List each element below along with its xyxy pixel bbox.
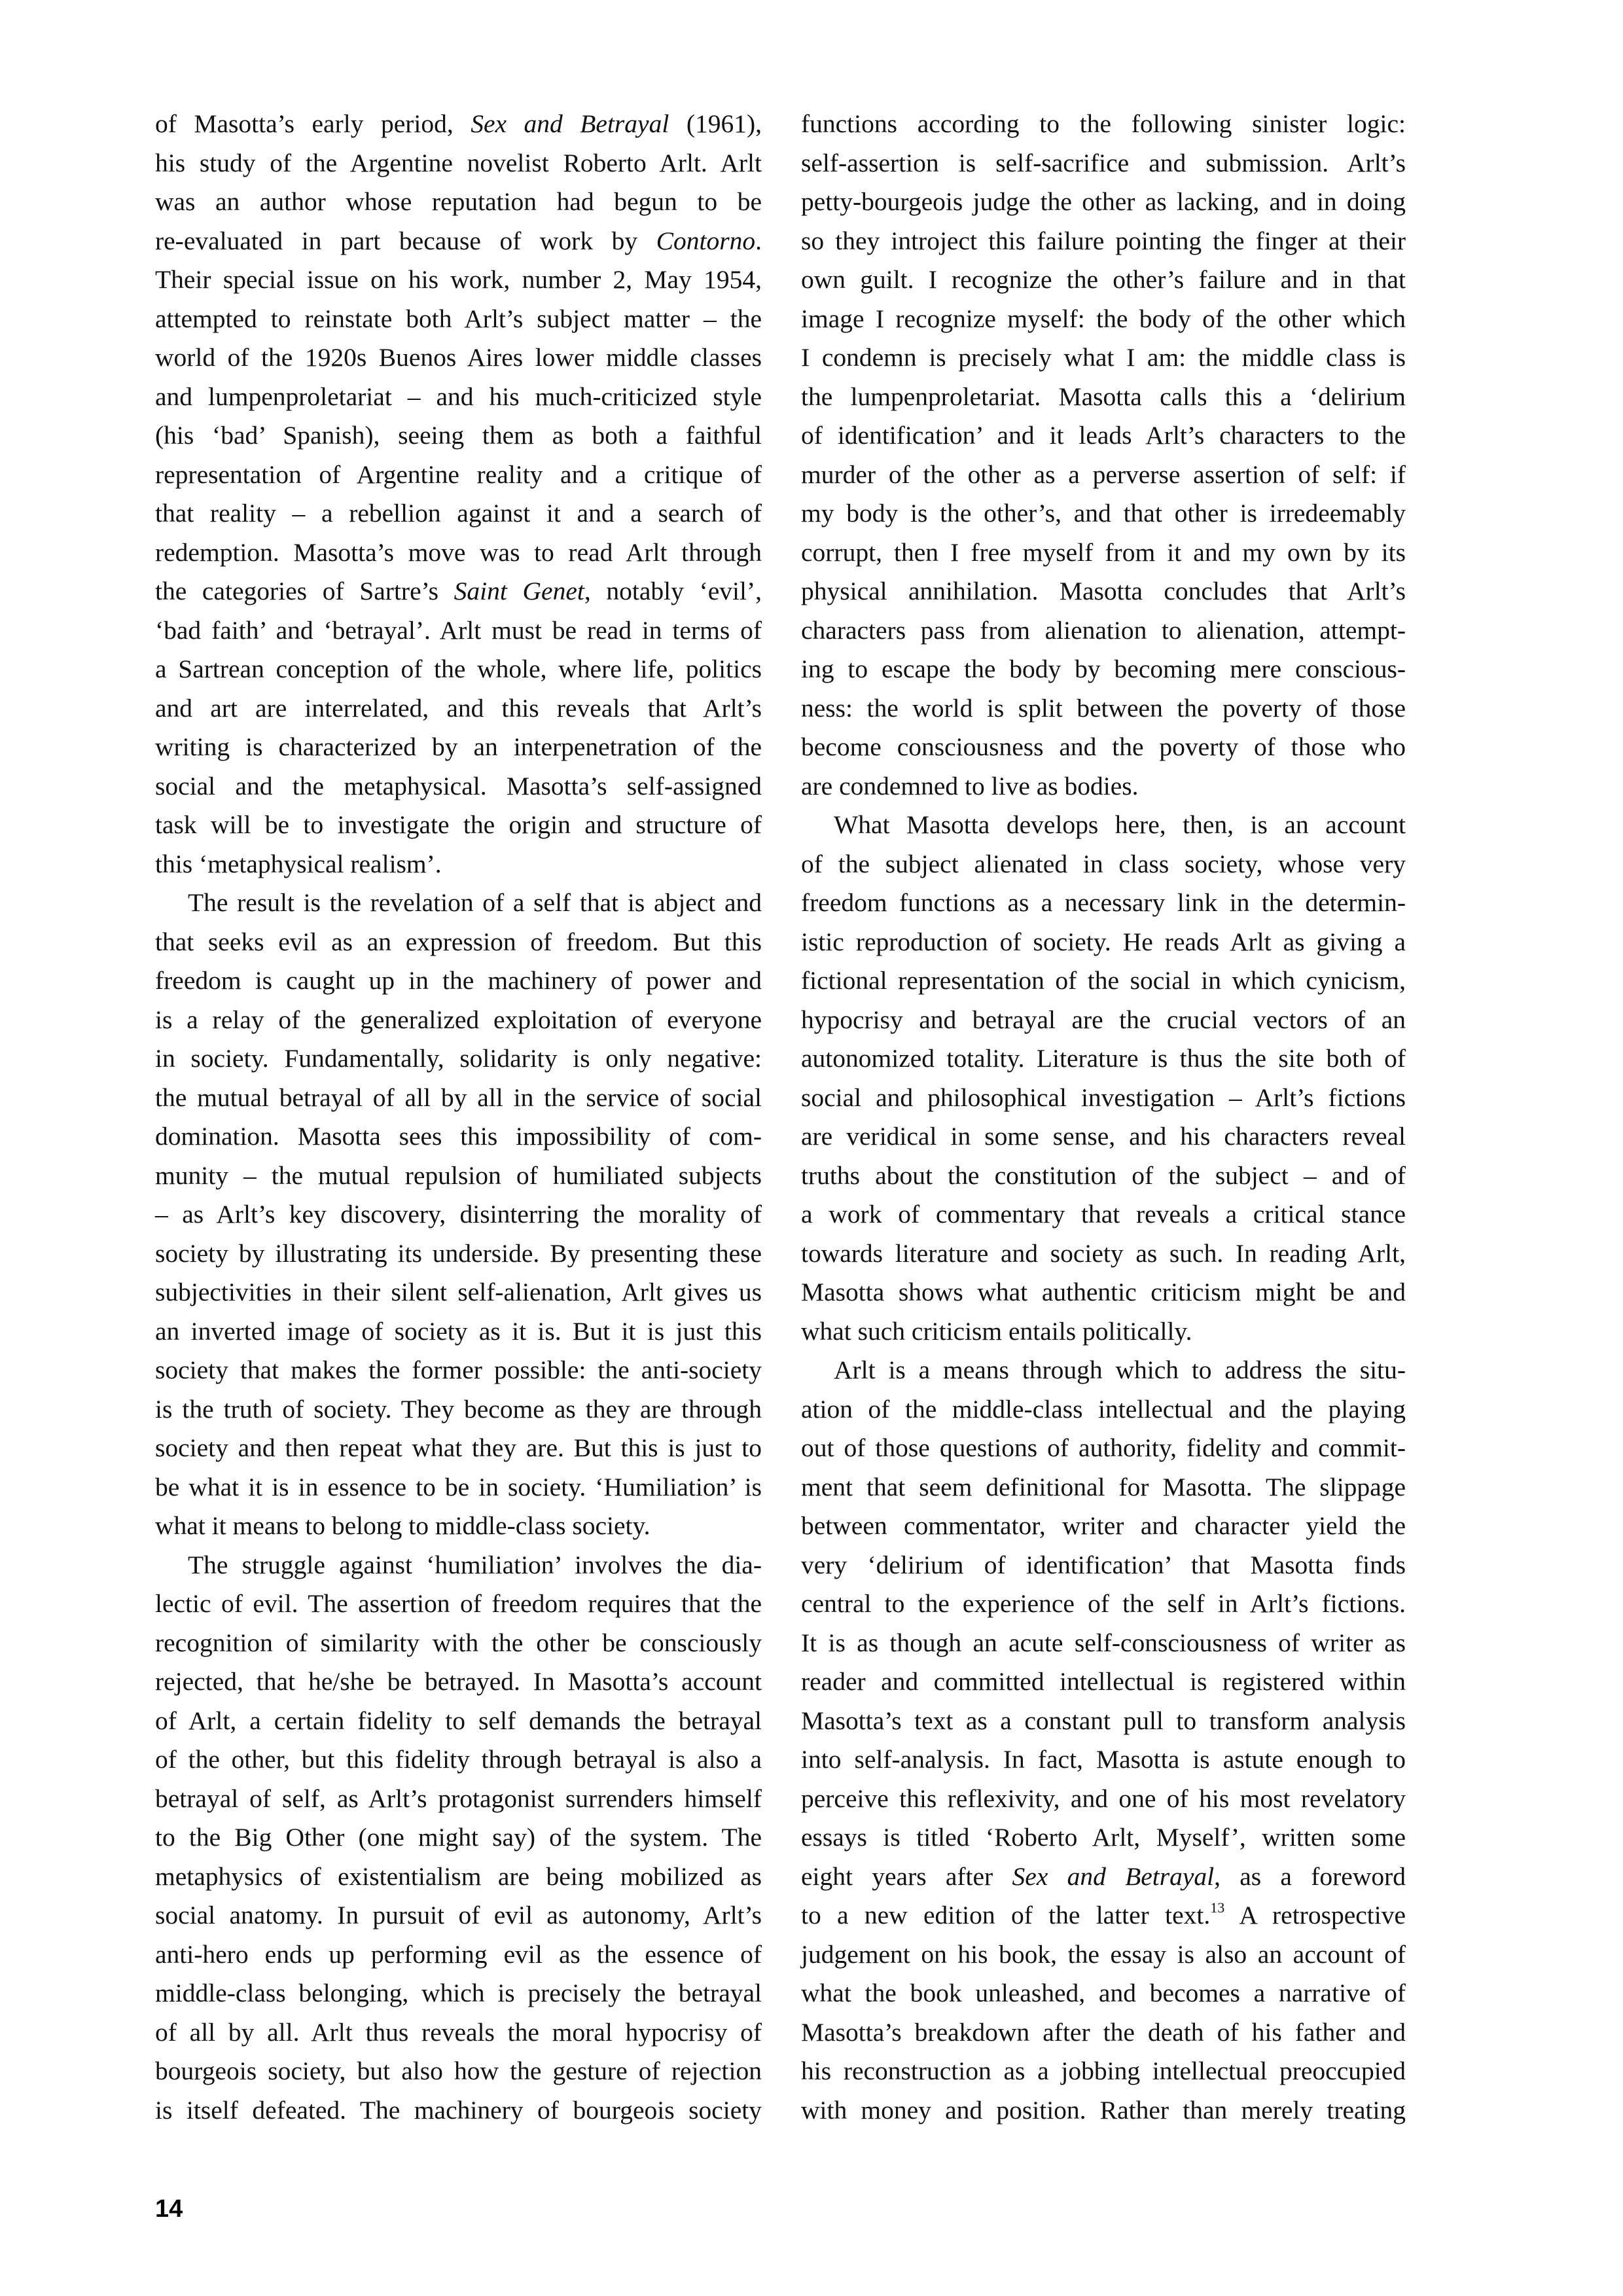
- text-segment: rejected, that he/she be betrayed. In Masotta’s account: [155, 1667, 762, 1696]
- text-segment: of the subject alienated in class society, whose very: [801, 849, 1406, 878]
- text-line: [801, 611, 1406, 651]
- text-line: [155, 144, 762, 183]
- text-segment: was an author whose reputation had begun to be: [155, 187, 762, 216]
- text-line: [801, 1585, 1406, 1624]
- text-line: [155, 1117, 762, 1157]
- text-line: [801, 1857, 1406, 1897]
- text-segment: is the truth of society. They become as they are through: [155, 1394, 762, 1424]
- text-segment: is a relay of the generalized exploitation of everyone: [155, 1005, 762, 1034]
- text-segment: lectic of evil. The assertion of freedom requires that the: [155, 1589, 762, 1618]
- text-segment: this ‘metaphysical realism’.: [155, 849, 442, 878]
- text-segment: murder of the other as a perverse assertion of self: if: [801, 459, 1406, 489]
- text-segment: freedom is caught up in the machinery of power and: [155, 966, 762, 995]
- text-segment: a Sartrean conception of the whole, where life, politics: [155, 655, 762, 683]
- text-line: [155, 845, 762, 884]
- text-line: [155, 1234, 762, 1274]
- text-line: [155, 2013, 762, 2053]
- text-segment: The result is the revelation of a self that is abject and: [188, 888, 762, 917]
- text-line: [155, 1273, 762, 1312]
- text-segment: social and the metaphysical. Masotta’s self-assigned: [155, 771, 762, 800]
- text-segment: image I recognize myself: the body of the other which: [801, 304, 1406, 333]
- text-segment: I condemn is precisely what I am: the middle class is: [801, 343, 1406, 372]
- text-line: [801, 416, 1406, 456]
- text-line: [155, 806, 762, 845]
- text-line: [155, 300, 762, 339]
- text-line: [801, 884, 1406, 923]
- text-segment: munity – the mutual repulsion of humiliated subjects: [155, 1160, 762, 1190]
- text-segment: autonomized totality. Literature is thus the site both of: [801, 1044, 1406, 1073]
- text-line: [155, 1896, 762, 1935]
- text-line: [801, 1273, 1406, 1312]
- text-segment: functions according to the following sinister logic:: [801, 109, 1406, 138]
- text-line: [801, 1624, 1406, 1663]
- text-segment: petty-bourgeois judge the other as lacking, and in doing: [801, 187, 1406, 216]
- text-line: [801, 2091, 1406, 2130]
- text-line: [155, 1468, 762, 1507]
- text-line: [155, 1390, 762, 1429]
- page-number: 14: [155, 2195, 183, 2223]
- text-line: [155, 2091, 762, 2130]
- text-segment: judgement on his book, the essay is also an account of: [801, 1939, 1406, 1969]
- text-line: [155, 1662, 762, 1702]
- text-segment: Masotta shows what authentic criticism might be and: [801, 1278, 1406, 1306]
- text-line: [155, 222, 762, 261]
- text-line: [801, 183, 1406, 222]
- text-line: [155, 650, 762, 689]
- text-segment: Masotta’s text as a constant pull to transform analysis: [801, 1706, 1406, 1735]
- text-segment: It is as though an acute self-consciousness of writer as: [801, 1628, 1406, 1657]
- text-line: [155, 1624, 762, 1663]
- text-line: [801, 1312, 1406, 1352]
- text-segment: ing to escape the body by becoming mere conscious-: [801, 655, 1406, 683]
- text-line: [801, 1974, 1406, 2013]
- text-line: [801, 1351, 1406, 1390]
- text-segment: truths about the constitution of the subject – and of: [801, 1160, 1406, 1190]
- text-segment: perceive this reflexivity, and one of his most revelatory: [801, 1784, 1406, 1813]
- text-line: [155, 1546, 762, 1585]
- text-line: [801, 144, 1406, 183]
- text-line: [155, 572, 762, 611]
- text-segment: subjectivities in their silent self-alienation, Arlt gives us: [155, 1278, 762, 1306]
- text-line: [155, 1195, 762, 1234]
- text-segment: freedom functions as a necessary link in the determin-: [801, 888, 1406, 917]
- text-line: [155, 1702, 762, 1741]
- text-segment: Arlt is a means through which to address the situ-: [834, 1355, 1406, 1384]
- text-line: [801, 260, 1406, 300]
- text-line: [801, 300, 1406, 339]
- text-line: [801, 378, 1406, 417]
- text-line: [155, 338, 762, 378]
- text-line: [801, 1468, 1406, 1507]
- text-line: [801, 2052, 1406, 2091]
- text-segment: – as Arlt’s key discovery, disinterring the morality of: [155, 1200, 762, 1229]
- text-segment: of identification’ and it leads Arlt’s characters to the: [801, 421, 1406, 450]
- text-line: [155, 183, 762, 222]
- text-line: [155, 689, 762, 728]
- text-line: [801, 1429, 1406, 1468]
- text-line: [155, 1429, 762, 1468]
- text-column-right: [801, 105, 1406, 2130]
- text-segment: of Masotta’s early period,: [155, 109, 471, 138]
- text-segment: society by illustrating its underside. By presenting these: [155, 1238, 762, 1268]
- text-line: [801, 1818, 1406, 1857]
- text-segment: The struggle against ‘humiliation’ involves the dia-: [188, 1550, 762, 1579]
- text-line: [801, 728, 1406, 767]
- text-segment: and lumpenproletariat – and his much-criticized style: [155, 382, 762, 411]
- text-segment: essays is titled ‘Roberto Arlt, Myself’, written some: [801, 1823, 1406, 1852]
- text-segment: social and philosophical investigation – Arlt’s fictions: [801, 1083, 1406, 1112]
- text-line: [155, 1818, 762, 1857]
- text-segment: characters pass from alienation to alienation, attempt-: [801, 615, 1406, 645]
- text-line: [801, 1546, 1406, 1585]
- text-segment: eight years after: [801, 1861, 1012, 1891]
- text-segment: central to the experience of the self in Arlt’s fictions.: [801, 1589, 1406, 1618]
- text-segment: so they introject this failure pointing the finger at their: [801, 226, 1406, 255]
- footnote-ref: 13: [1210, 1899, 1225, 1916]
- text-line: [801, 456, 1406, 495]
- text-segment: that seeks evil as an expression of freedom. But this: [155, 927, 762, 956]
- text-line: [155, 884, 762, 923]
- text-segment: are veridical in some sense, and his characters reveal: [801, 1122, 1406, 1151]
- text-segment: anti-hero ends up performing evil as the essence of: [155, 1939, 762, 1969]
- text-segment: between commentator, writer and character yield the: [801, 1511, 1406, 1540]
- text-segment: Masotta’s breakdown after the death of his father and: [801, 2017, 1406, 2047]
- text-segment: the categories of Sartre’s: [155, 577, 454, 605]
- text-line: [155, 1039, 762, 1079]
- text-line: [801, 1234, 1406, 1274]
- text-segment: A retrospective: [1224, 1901, 1406, 1929]
- text-segment: corrupt, then I free myself from it and my own by its: [801, 537, 1406, 567]
- text-line: [155, 260, 762, 300]
- text-line: [801, 1039, 1406, 1079]
- text-segment: re-evaluated in part because of work by: [155, 226, 656, 255]
- text-line: [801, 1935, 1406, 1975]
- text-segment: , as a foreword: [1214, 1861, 1406, 1891]
- text-segment: my body is the other’s, and that other is irredeemably: [801, 499, 1406, 528]
- text-segment: the lumpenproletariat. Masotta calls this a ‘delirium: [801, 382, 1406, 411]
- text-segment: the mutual betrayal of all by all in the service of social: [155, 1083, 762, 1112]
- text-segment: domination. Masotta sees this impossibility of com-: [155, 1122, 762, 1151]
- text-line: [801, 1662, 1406, 1702]
- text-segment: physical annihilation. Masotta concludes that Arlt’s: [801, 577, 1406, 605]
- text-segment: in society. Fundamentally, solidarity is only negative:: [155, 1044, 762, 1073]
- text-segment: to the Big Other (one might say) of the system. The: [155, 1823, 762, 1852]
- text-segment: very ‘delirium of identification’ that Masotta finds: [801, 1550, 1406, 1579]
- text-segment: metaphysics of existentialism are being mobilized as: [155, 1861, 762, 1891]
- text-segment: into self-analysis. In fact, Masotta is astute enough to: [801, 1745, 1406, 1774]
- text-segment: his study of the Argentine novelist Roberto Arlt. Arlt: [155, 148, 762, 177]
- text-segment: hypocrisy and betrayal are the crucial vectors of an: [801, 1005, 1406, 1034]
- text-line: [155, 105, 762, 144]
- text-line: [155, 2052, 762, 2091]
- text-line: [801, 806, 1406, 845]
- text-line: [155, 416, 762, 456]
- text-line: [801, 1896, 1406, 1935]
- text-line: [155, 1001, 762, 1040]
- text-segment: istic reproduction of society. He reads Arlt as giving a: [801, 927, 1406, 956]
- text-line: [155, 1079, 762, 1118]
- text-line: [801, 572, 1406, 611]
- text-segment: reader and committed intellectual is registered within: [801, 1667, 1406, 1696]
- text-line: [801, 1157, 1406, 1196]
- text-segment: what it means to belong to middle-class society.: [155, 1511, 651, 1540]
- italic-title: Sex and Betrayal: [1012, 1861, 1215, 1891]
- italic-title: Sex and Betrayal: [471, 109, 669, 138]
- text-segment: of Arlt, a certain fidelity to self demands the betrayal: [155, 1706, 762, 1735]
- text-line: [801, 845, 1406, 884]
- text-line: [155, 456, 762, 495]
- text-segment: fictional representation of the social in which cynicism,: [801, 966, 1406, 995]
- text-segment: writing is characterized by an interpenetration of the: [155, 732, 762, 761]
- italic-title: Contorno: [656, 226, 756, 255]
- text-segment: task will be to investigate the origin and structure of: [155, 810, 762, 839]
- text-segment: redemption. Masotta’s move was to read Arlt through: [155, 537, 762, 567]
- text-segment: with money and position. Rather than merely treating: [801, 2095, 1406, 2125]
- text-segment: his reconstruction as a jobbing intellectual preoccupied: [801, 2056, 1406, 2085]
- text-line: [155, 1780, 762, 1819]
- text-segment: betrayal of self, as Arlt’s protagonist surrenders himself: [155, 1784, 762, 1813]
- text-line: [155, 1857, 762, 1897]
- text-line: [801, 650, 1406, 689]
- text-segment: representation of Argentine reality and a critique of: [155, 459, 762, 489]
- text-segment: .: [755, 226, 762, 255]
- text-line: [155, 1157, 762, 1196]
- text-line: [801, 1740, 1406, 1780]
- text-segment: attempted to reinstate both Arlt’s subject matter – the: [155, 304, 762, 333]
- text-line: [801, 1001, 1406, 1040]
- text-line: [801, 961, 1406, 1001]
- text-segment: what such criticism entails politically.: [801, 1316, 1192, 1346]
- text-segment: What Masotta develops here, then, is an account: [834, 810, 1406, 839]
- text-line: [155, 1351, 762, 1390]
- text-line: [801, 689, 1406, 728]
- text-line: [155, 1312, 762, 1352]
- text-line: [801, 1117, 1406, 1157]
- text-line: [801, 923, 1406, 962]
- text-segment: that reality – a rebellion against it and a search of: [155, 499, 762, 528]
- text-line: [801, 767, 1406, 806]
- text-segment: ation of the middle-class intellectual and the playing: [801, 1394, 1406, 1424]
- text-segment: are condemned to live as bodies.: [801, 771, 1139, 800]
- text-segment: is itself defeated. The machinery of bourgeois society: [155, 2095, 762, 2125]
- text-line: [801, 533, 1406, 573]
- text-segment: own guilt. I recognize the other’s failure and in that: [801, 265, 1406, 294]
- text-line: [801, 1780, 1406, 1819]
- text-line: [801, 1079, 1406, 1118]
- text-segment: (1961),: [669, 109, 762, 138]
- text-segment: to a new edition of the latter text.: [801, 1901, 1211, 1929]
- text-line: [155, 1507, 762, 1546]
- text-line: [155, 611, 762, 651]
- text-line: [155, 923, 762, 962]
- text-column-left: [155, 105, 762, 2130]
- text-line: [155, 961, 762, 1001]
- text-segment: world of the 1920s Buenos Aires lower middle classes: [155, 343, 762, 372]
- text-segment: what the book unleashed, and becomes a narrative of: [801, 1979, 1406, 2007]
- text-segment: self-assertion is self-sacrifice and submission. Arlt’s: [801, 148, 1406, 177]
- text-line: [801, 1702, 1406, 1741]
- text-line: [155, 1585, 762, 1624]
- text-line: [801, 1390, 1406, 1429]
- text-segment: society that makes the former possible: the anti-society: [155, 1355, 762, 1384]
- text-segment: and art are interrelated, and this reveals that Arlt’s: [155, 693, 762, 723]
- text-line: [155, 1935, 762, 1975]
- text-segment: become consciousness and the poverty of those who: [801, 732, 1406, 761]
- text-segment: recognition of similarity with the other be consciously: [155, 1628, 762, 1657]
- text-line: [801, 1195, 1406, 1234]
- text-line: [155, 1974, 762, 2013]
- text-segment: an inverted image of society as it is. But it is just this: [155, 1316, 762, 1346]
- text-line: [155, 533, 762, 573]
- text-line: [801, 1507, 1406, 1546]
- text-segment: ment that seem definitional for Masotta. The slippage: [801, 1472, 1406, 1501]
- text-segment: ‘bad faith’ and ‘betrayal’. Arlt must be read in terms of: [155, 615, 762, 645]
- italic-title: Saint Genet: [454, 577, 584, 605]
- text-segment: ness: the world is split between the poverty of those: [801, 693, 1406, 723]
- text-segment: towards literature and society as such. In reading Arlt,: [801, 1238, 1406, 1268]
- text-line: [155, 378, 762, 417]
- text-line: [155, 728, 762, 767]
- text-segment: (his ‘bad’ Spanish), seeing them as both a faithful: [155, 421, 762, 450]
- text-line: [801, 105, 1406, 144]
- text-line: [155, 767, 762, 806]
- text-line: [801, 338, 1406, 378]
- text-line: [801, 222, 1406, 261]
- text-segment: Their special issue on his work, number 2, May 1954,: [155, 265, 762, 294]
- text-line: [801, 494, 1406, 533]
- text-segment: of all by all. Arlt thus reveals the moral hypocrisy of: [155, 2017, 762, 2047]
- text-segment: social anatomy. In pursuit of evil as autonomy, Arlt’s: [155, 1901, 762, 1929]
- text-segment: society and then repeat what they are. But this is just to: [155, 1433, 762, 1462]
- text-line: [801, 2013, 1406, 2053]
- text-segment: out of those questions of authority, fidelity and commit-: [801, 1433, 1406, 1462]
- text-line: [155, 1740, 762, 1780]
- text-segment: middle-class belonging, which is precisely the betrayal: [155, 1979, 762, 2007]
- text-segment: of the other, but this fidelity through betrayal is also a: [155, 1745, 762, 1774]
- text-line: [155, 494, 762, 533]
- text-segment: be what it is in essence to be in society. ‘Humiliation’ is: [155, 1472, 762, 1501]
- text-segment: a work of commentary that reveals a critical stance: [801, 1200, 1406, 1229]
- text-segment: , notably ‘evil’,: [584, 577, 762, 605]
- text-segment: bourgeois society, but also how the gesture of rejection: [155, 2056, 762, 2085]
